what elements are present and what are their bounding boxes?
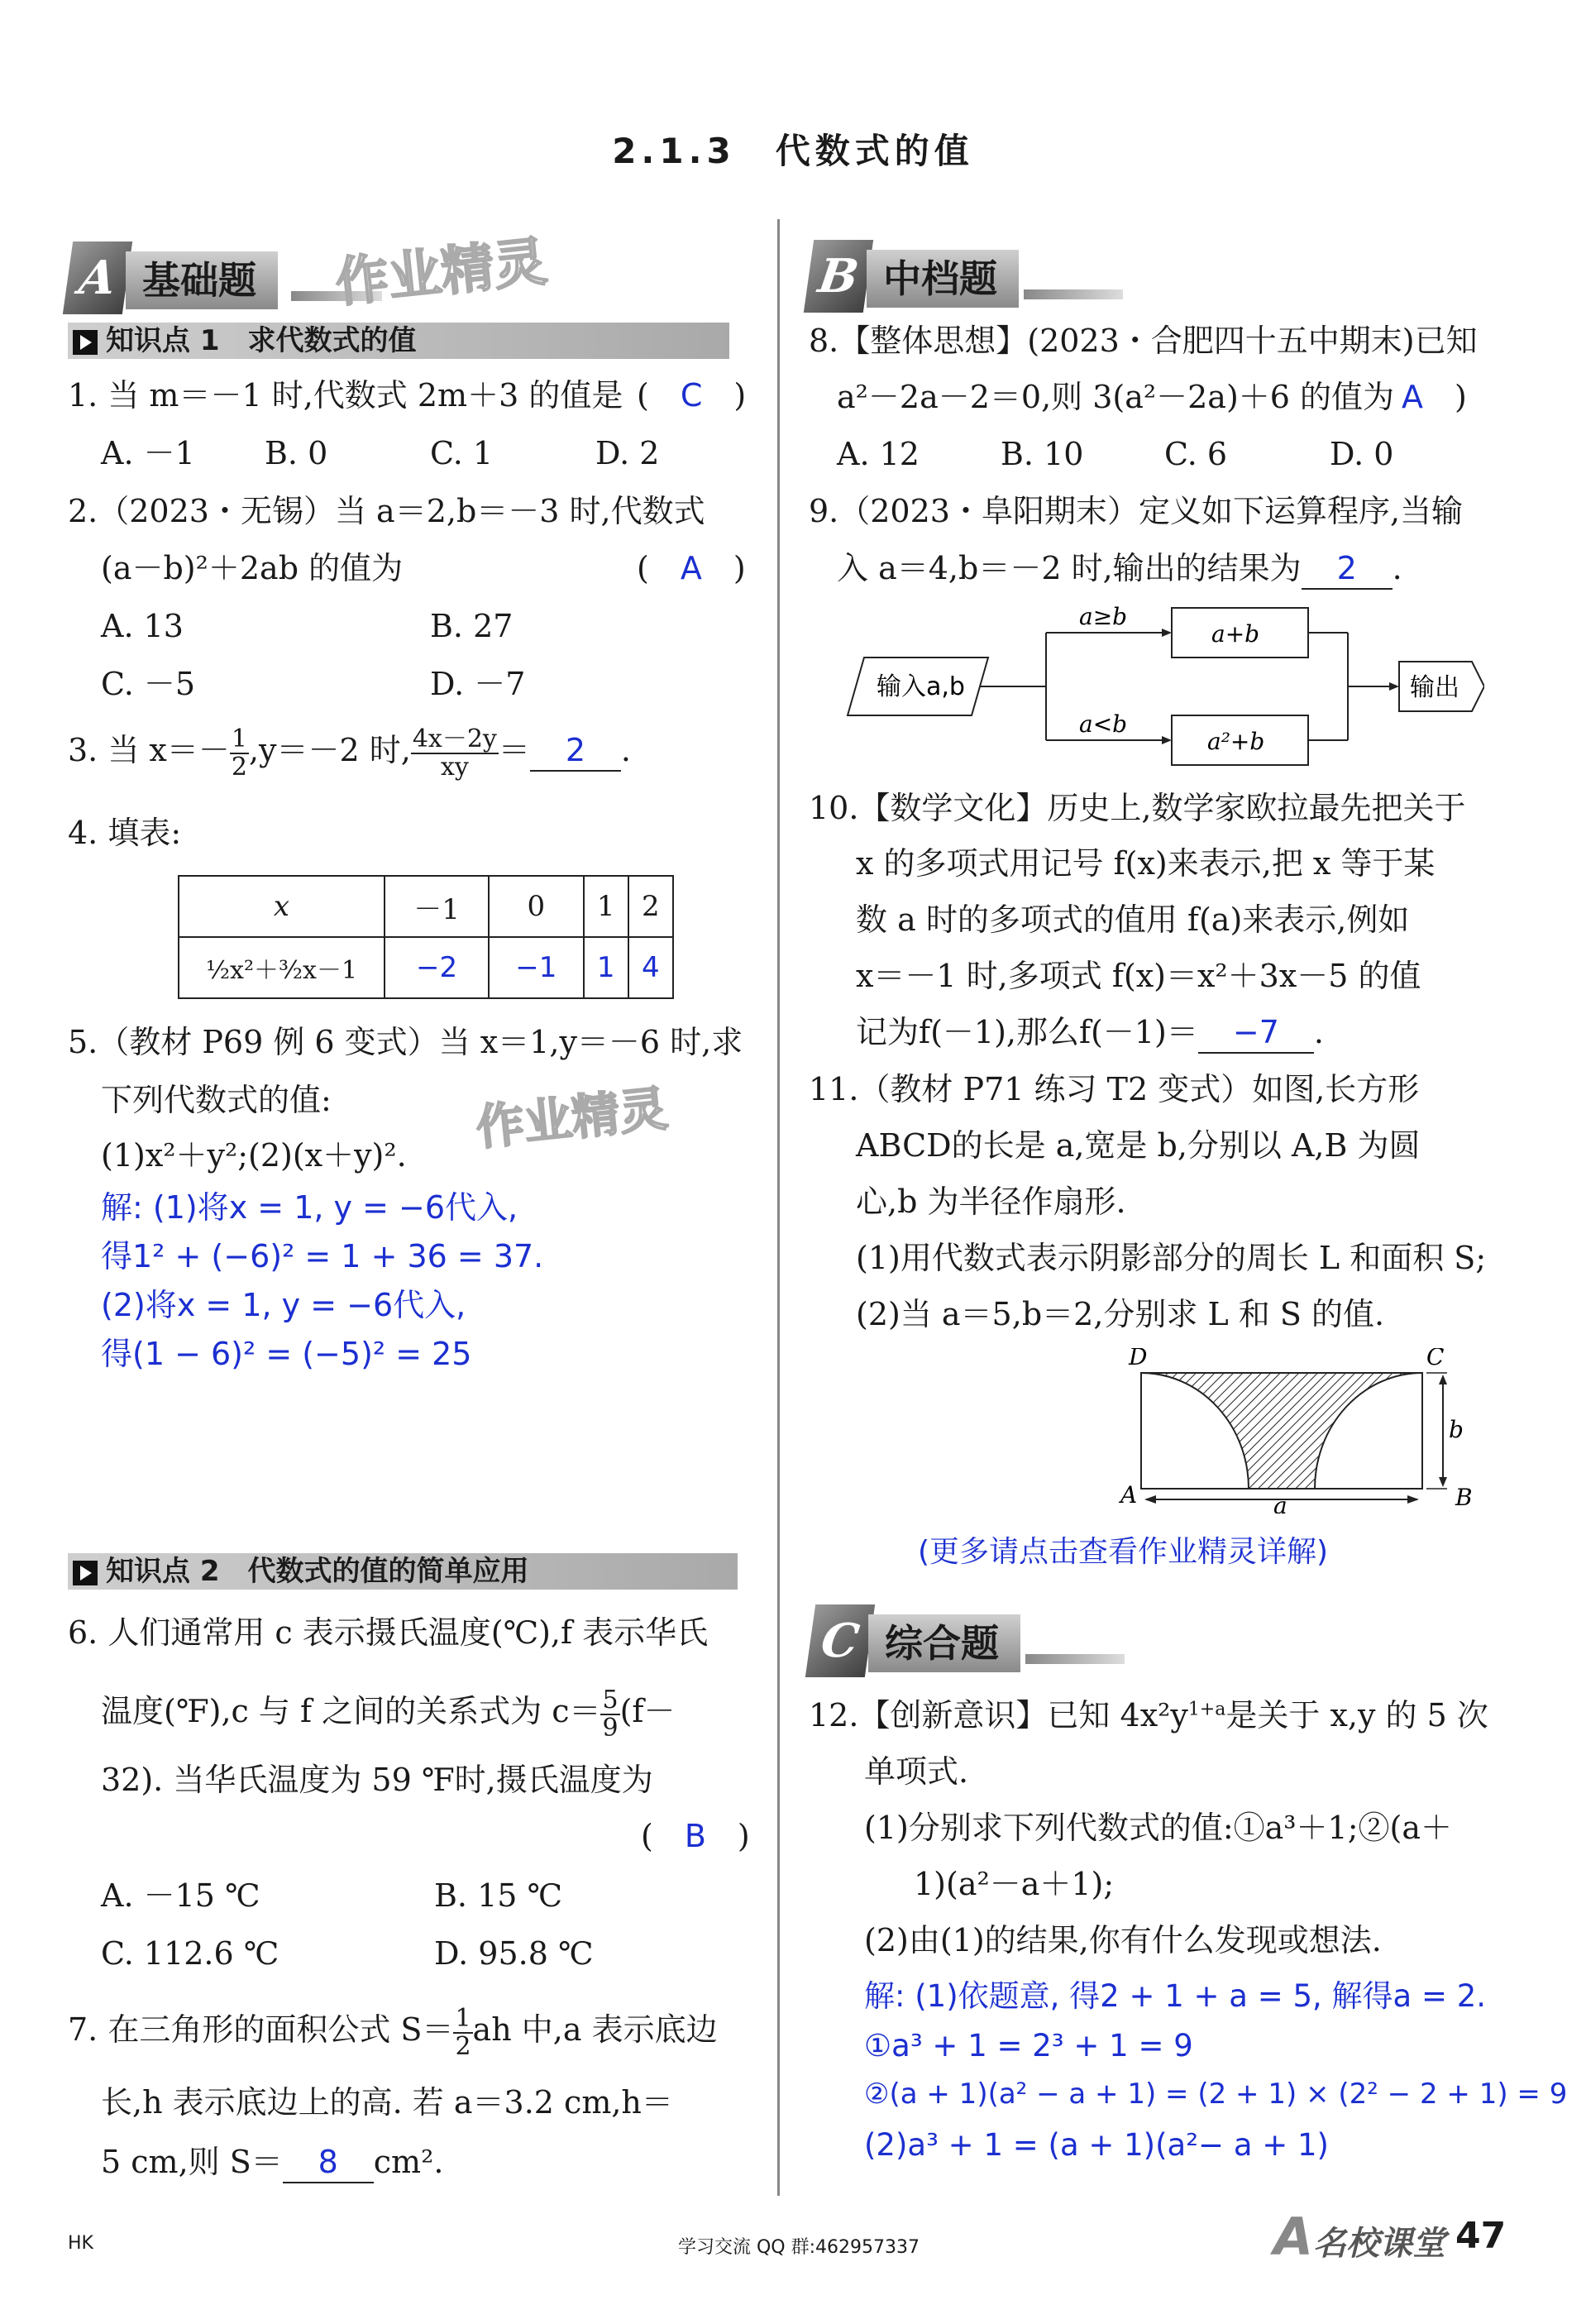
table-cell: 2	[628, 876, 673, 937]
knowledge-point-2-bar	[68, 1553, 738, 1590]
flow-output-label: 输出	[1410, 673, 1459, 702]
section-b-label: 中档题	[867, 250, 1019, 308]
q11-line-2: ABCD的长是 a,宽是 b,分别以 A,B 为圆	[856, 1127, 1421, 1164]
q7-line-3: 5 cm,则 S＝ 8 cm².	[101, 2144, 443, 2183]
section-a-label: 基础题	[126, 251, 278, 309]
q8-answer-bracket: A )	[1402, 379, 1467, 415]
q1-option-a: A. －1	[101, 435, 195, 471]
shaded-region	[1141, 1373, 1422, 1489]
q12-solution-3: ②(a + 1)(a² − a + 1) = (2 + 1) × (2² − 2 + 1) = 9	[864, 2078, 1568, 2111]
brand-logo: A名校课堂	[1273, 2207, 1445, 2267]
q5-solution-1: 解: (1)将x = 1, y = −6代入,	[101, 1189, 518, 1226]
q10-answer: −7	[1198, 1014, 1314, 1054]
label-d: D	[1129, 1348, 1148, 1370]
knowledge-point-1-bar	[68, 323, 729, 359]
q9-answer: 2	[1302, 550, 1393, 590]
q6-line-1: 6. 人们通常用 c 表示摄氏温度(℃),f 表示华氏	[68, 1614, 709, 1651]
q6-option-b: B. 15 ℃	[434, 1877, 563, 1914]
q4-stem: 4. 填表:	[68, 815, 182, 851]
q11-line-3: 心,b 为半径作扇形.	[856, 1184, 1126, 1220]
footer-qq-group: 学习交流 QQ 群:462957337	[678, 2237, 920, 2258]
q11-line-1: 11.（教材 P71 练习 T2 变式）如图,长方形	[809, 1071, 1420, 1107]
q6-option-a: A. －15 ℃	[101, 1877, 260, 1914]
kp2-label: 知识点 2 代数式的值的简单应用	[106, 1555, 529, 1588]
q11-figure	[1108, 1348, 1497, 1513]
q2-answer-bracket: ( A )	[637, 550, 746, 586]
q3-half-den: 2	[231, 752, 247, 782]
q9-flowchart	[839, 595, 1484, 777]
q8-option-d: D. 0	[1330, 436, 1394, 472]
table-cell-answer: 1	[584, 937, 628, 998]
table-cell: x	[179, 876, 385, 937]
q10-line-1: 10.【数学文化】历史上,数学家欧拉最先把关于	[809, 790, 1466, 826]
q12-solution-1: 解: (1)依题意, 得2 + 1 + a = 5, 解得a = 2.	[864, 1978, 1487, 2014]
label-a: A	[1120, 1481, 1138, 1509]
q5-solution-4: 得(1 − 6)² = (−5)² = 25	[101, 1336, 472, 1372]
q1-answer: C	[680, 377, 703, 414]
q5-solution-2: 得1² + (−6)² = 1 + 36 = 37.	[101, 1238, 544, 1274]
q2-option-d: D. －7	[430, 666, 526, 702]
q1-option-c: C. 1	[430, 435, 494, 471]
q12-solution-2: ①a³ + 1 = 2³ + 1 = 9	[864, 2028, 1193, 2063]
q2-answer: A	[680, 550, 702, 586]
more-solutions-link[interactable]: (更多请点击查看作业精灵详解)	[918, 1535, 1329, 1569]
column-divider	[777, 219, 780, 2196]
q7-line-2: 长,h 表示底边上的高. 若 a＝3.2 cm,h＝	[101, 2084, 673, 2121]
brand-a-icon: A	[1273, 2207, 1313, 2267]
q9-line-2: 入 a＝4,b＝－2 时,输出的结果为 2 .	[837, 550, 1402, 590]
q12-line-2: 单项式.	[864, 1753, 969, 1790]
q3-half-num: 1	[231, 724, 247, 753]
q3-line: 3. 当 x＝－ $\frac{1}{2}$ ,y＝－2 时, $\frac{4x-2y}{xy}$ ＝ 2 .	[68, 724, 631, 782]
q12-line-3: (1)分别求下列代数式的值:①a³＋1;②(a＋	[864, 1810, 1452, 1846]
q1-answer-bracket: ( C )	[637, 377, 747, 414]
q5-stem-1: 5.（教材 P69 例 6 变式）当 x＝1,y＝－6 时,求	[68, 1024, 743, 1060]
table-cell-answer: −1	[489, 937, 583, 998]
q6-line-3: 32). 当华氏温度为 59 ℉时,摄氏温度为	[101, 1762, 653, 1798]
play-icon	[73, 1561, 98, 1585]
q8-option-c: C. 6	[1164, 436, 1228, 472]
kp1-label: 知识点 1 求代数式的值	[106, 324, 417, 357]
q1-option-d: D. 2	[595, 435, 660, 471]
q6-answer-bracket: ( B )	[641, 1818, 750, 1854]
q7-line-1: 7. 在三角形的面积公式 S＝ $\frac{1}{2}$ ah 中,a 表示底边	[68, 2004, 718, 2061]
watermark: 作业精灵	[473, 1080, 671, 1156]
q10-line-3: 数 a 时的多项式的值用 f(a)来表示,例如	[856, 901, 1410, 938]
table-cell: ½x²＋³⁄₂x－1	[179, 937, 385, 998]
section-a-letter: A	[63, 241, 132, 314]
q10-line-2: x 的多项式用记号 f(x)来表示,把 x 等于某	[856, 845, 1436, 882]
q12-solution-4: (2)a³ + 1 = (a + 1)(a²− a + 1)	[864, 2127, 1329, 2163]
banner-tail	[1024, 289, 1123, 299]
table-cell: 0	[489, 876, 583, 937]
q6-option-d: D. 95.8 ℃	[434, 1935, 594, 1972]
section-c-letter: C	[805, 1604, 875, 1677]
q8-option-a: A. 12	[837, 436, 920, 472]
table-cell-answer: −2	[385, 937, 489, 998]
q3-frac-den: xy	[440, 752, 469, 782]
flow-top-condition: a≥b	[1079, 603, 1128, 630]
label-width-b: b	[1449, 1416, 1464, 1443]
section-a-banner	[68, 241, 332, 324]
q10-line-4: x＝－1 时,多项式 f(x)＝x²＋3x－5 的值	[856, 958, 1421, 994]
q11-line-5: (2)当 a＝5,b＝2,分别求 L 和 S 的值.	[856, 1296, 1385, 1332]
q7-answer: 8	[283, 2144, 374, 2183]
q8-line-2: a²－2a－2＝0,则 3(a²－2a)＋6 的值为	[837, 379, 1395, 415]
flow-top-box-label: a+b	[1211, 620, 1260, 648]
page-title: 2.1.3 代数式的值	[612, 131, 974, 171]
q6-option-c: C. 112.6 ℃	[101, 1935, 279, 1972]
table-cell: 1	[584, 876, 628, 937]
flow-bottom-condition: a<b	[1079, 710, 1128, 738]
q1-stem: 1. 当 m＝－1 时,代数式 2m＋3 的值是	[68, 377, 623, 414]
q2-option-a: A. 13	[101, 608, 184, 644]
q5-solution-3: (2)将x = 1, y = −6代入,	[101, 1287, 466, 1323]
q6-line-2: 温度(℉),c 与 f 之间的关系式为 c＝ $\frac{5}{9}$ (f－	[101, 1686, 676, 1743]
q3-answer: 2	[530, 732, 621, 772]
section-b-letter: B	[804, 240, 873, 313]
footer-edition: HK	[68, 2233, 93, 2254]
q12-line-4: 1)(a²－a＋1);	[914, 1866, 1115, 1902]
q5-stem-2: 下列代数式的值:	[101, 1082, 332, 1118]
table-cell-answer: 4	[628, 937, 673, 998]
q8-answer: A	[1402, 379, 1423, 415]
watermark: 作业精灵	[332, 231, 550, 315]
q6-answer: B	[684, 1818, 706, 1854]
q4-table	[178, 875, 674, 999]
table-cell: －1	[385, 876, 489, 937]
section-c-banner	[810, 1604, 1075, 1687]
q10-line-5: 记为f(－1),那么f(－1)＝ −7 .	[856, 1014, 1324, 1054]
q5-stem-3: (1)x²＋y²;(2)(x＋y)².	[101, 1137, 407, 1174]
table-row	[179, 876, 673, 937]
q3-frac-num: 4x－2y	[412, 724, 497, 753]
q1-option-b: B. 0	[265, 435, 328, 471]
play-icon	[73, 330, 98, 355]
q2-option-c: C. －5	[101, 666, 196, 702]
flow-bottom-box-label: a²+b	[1207, 728, 1265, 755]
page-number: 47	[1455, 2215, 1507, 2257]
q8-option-b: B. 10	[1001, 436, 1084, 472]
section-b-banner	[809, 240, 1073, 323]
q12-line-1: 12.【创新意识】已知 $4x^2y^{1+a}$是关于 x,y 的 5 次	[809, 1697, 1488, 1733]
q2-option-b: B. 27	[430, 608, 514, 644]
q9-line-1: 9.（2023・阜阳期末）定义如下运算程序,当输	[809, 493, 1464, 529]
banner-tail	[1025, 1654, 1125, 1664]
q11-line-4: (1)用代数式表示阴影部分的周长 L 和面积 S;	[856, 1240, 1487, 1276]
flow-input-label: 输入a,b	[877, 672, 965, 701]
q2-stem-2: (a－b)²＋2ab 的值为	[101, 550, 404, 586]
label-b: B	[1455, 1484, 1473, 1511]
q12-line-5: (2)由(1)的结果,你有什么发现或想法.	[864, 1922, 1382, 1958]
label-c: C	[1426, 1348, 1445, 1370]
q8-line-1: 8.【整体思想】(2023・合肥四十五中期末)已知	[809, 323, 1478, 359]
q2-stem-1: 2.（2023・无锡）当 a＝2,b＝－3 时,代数式	[68, 493, 705, 529]
table-row	[179, 937, 673, 998]
section-c-label: 综合题	[868, 1614, 1020, 1672]
label-length-a: a	[1273, 1492, 1287, 1513]
